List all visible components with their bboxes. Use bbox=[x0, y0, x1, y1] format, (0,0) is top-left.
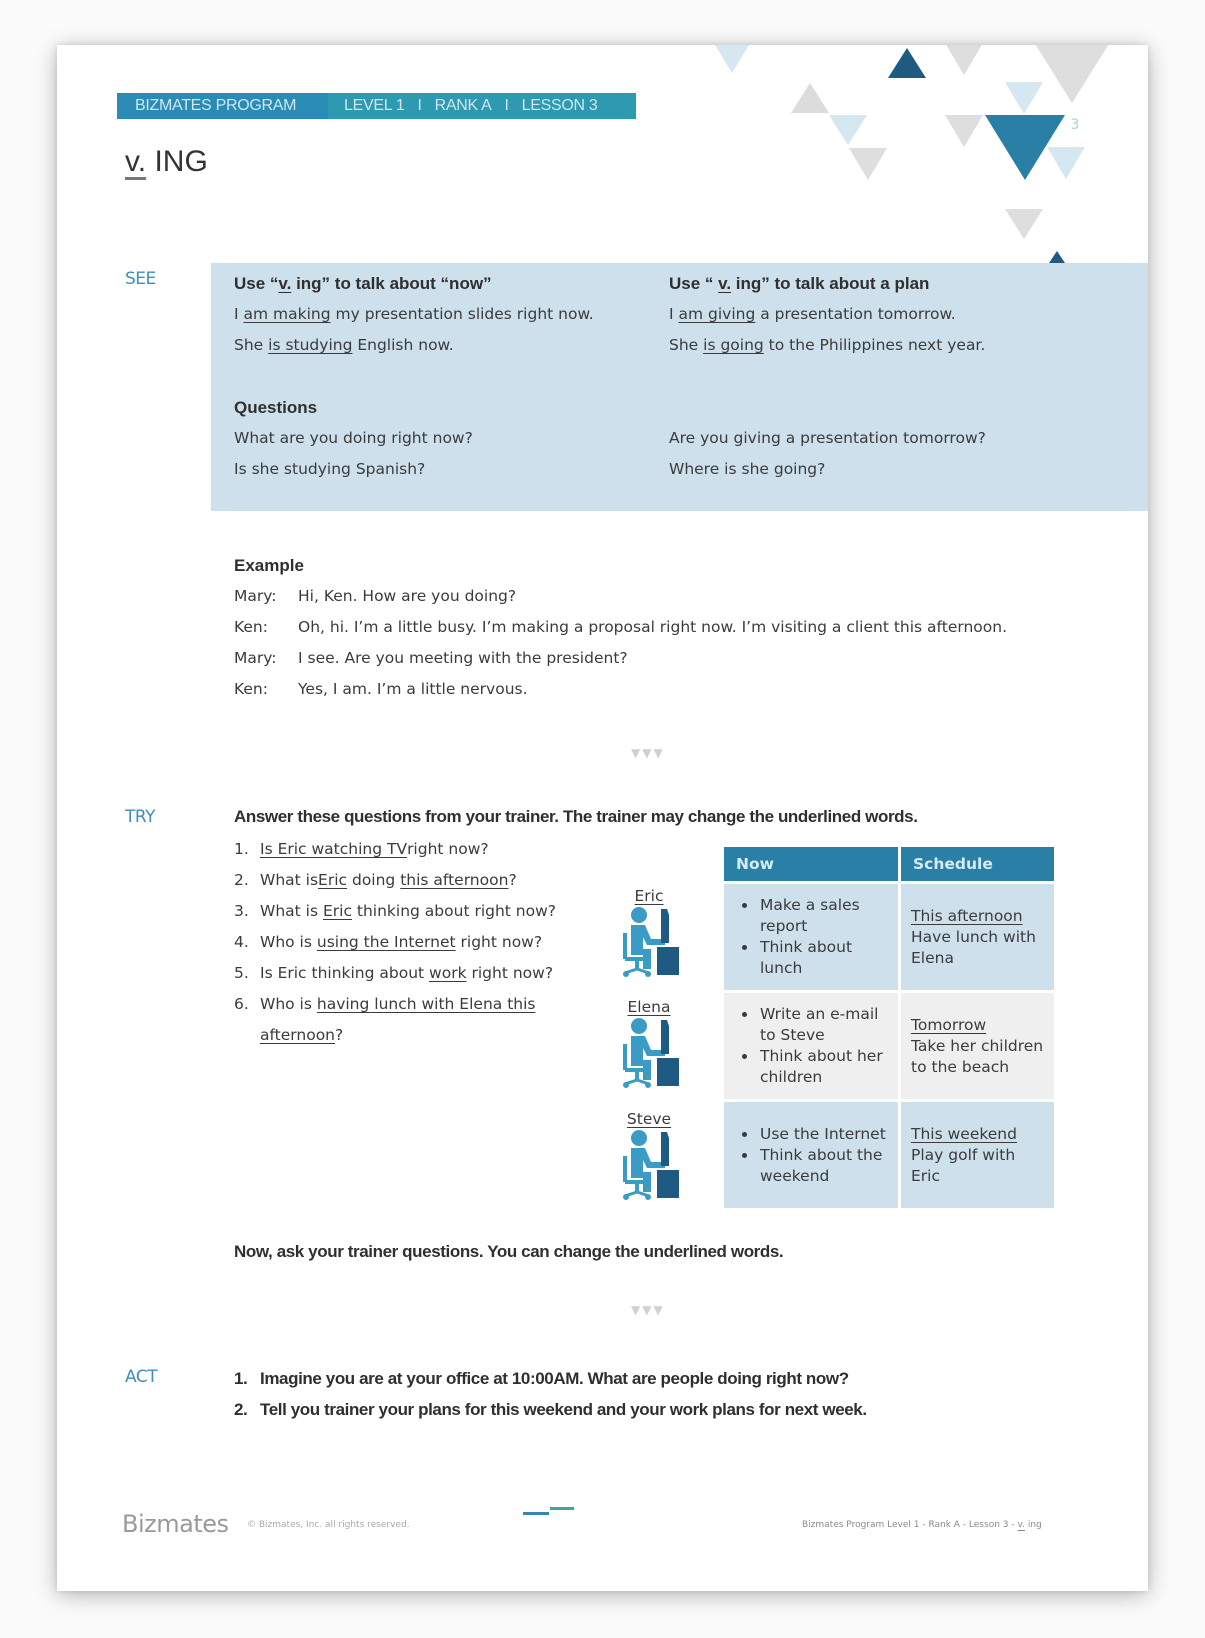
title-suffix: ING bbox=[146, 145, 208, 178]
schedule-table bbox=[721, 844, 1057, 1211]
question-left-1: What are you doing right now? bbox=[234, 429, 473, 447]
follow-up-instruction: Now, ask your trainer questions. You can change the underlined words. bbox=[234, 1242, 784, 1261]
bizmates-logo: Bizmates bbox=[122, 1510, 229, 1538]
now-cell: • Use the Internet • Think about the weekend bbox=[724, 1102, 898, 1208]
act-item: 2. Tell you trainer your plans for this weekend and your work plans for next week. bbox=[234, 1400, 867, 1419]
schedule-cell: This afternoon Have lunch with Elena bbox=[901, 884, 1054, 990]
now-cell: • Make a sales report • Think about lunch bbox=[724, 884, 898, 990]
dialogue-line: Ken: Yes, I am. I’m a little nervous. bbox=[234, 680, 528, 698]
page-title bbox=[125, 145, 208, 179]
program-banner bbox=[117, 93, 636, 119]
question-item: 6. Who is having lunch with Elena this bbox=[234, 995, 536, 1013]
now-cell: • Write an e-mail to Steve • Think about her children bbox=[724, 993, 898, 1099]
page-number: 3 bbox=[1070, 117, 1080, 133]
plan-example-1: I am giving a presentation tomorrow. bbox=[669, 305, 956, 323]
separator: I bbox=[504, 97, 509, 114]
table-header-row bbox=[724, 847, 1054, 881]
person-elena bbox=[609, 998, 689, 1092]
column-header-now: Now bbox=[724, 847, 898, 881]
program-label: BIZMATES PROGRAM bbox=[117, 93, 328, 119]
office-worker-icon bbox=[617, 1128, 681, 1200]
now-example-1: I am making my presentation slides right now. bbox=[234, 305, 594, 323]
lesson-label: LESSON 3 bbox=[521, 97, 598, 114]
question-item: 5. Is Eric thinking about work right now? bbox=[234, 964, 554, 982]
column-header-schedule: Schedule bbox=[901, 847, 1054, 881]
separator: I bbox=[417, 97, 422, 114]
section-label-try: TRY bbox=[125, 807, 155, 827]
example-dialogue bbox=[234, 550, 1007, 705]
question-item: 1. Is Eric watching TV right now? bbox=[234, 840, 489, 858]
questions-heading: Questions bbox=[234, 398, 318, 417]
dialogue-line: Mary: I see. Are you meeting with the president? bbox=[234, 649, 628, 667]
footer-accent-mark bbox=[523, 1512, 549, 1515]
now-heading: Use “v. ing” to talk about “now” bbox=[234, 274, 492, 293]
section-label-see: SEE bbox=[125, 269, 156, 289]
office-worker-icon bbox=[617, 1016, 681, 1088]
table-row bbox=[724, 993, 1054, 1099]
question-item-continued: afternoon ? bbox=[260, 1026, 344, 1044]
lesson-breadcrumb bbox=[328, 93, 636, 119]
level-label: LEVEL 1 bbox=[344, 97, 405, 114]
person-name: Eric bbox=[634, 887, 664, 905]
act-item: 1. Imagine you are at your office at 10:00AM. What are people doing right now? bbox=[234, 1369, 849, 1388]
person-name: Elena bbox=[627, 998, 671, 1016]
person-eric bbox=[609, 887, 689, 981]
plan-example-2: She is going to the Philippines next year. bbox=[669, 336, 986, 354]
schedule-cell: This weekend Play golf with Eric bbox=[901, 1102, 1054, 1208]
footer-accent-mark bbox=[550, 1507, 574, 1510]
question-item: 4. Who is using the Internet right now? bbox=[234, 933, 543, 951]
now-usage-column bbox=[234, 268, 594, 485]
section-divider-icon: ▼▼▼ bbox=[631, 1303, 665, 1317]
schedule-cell: Tomorrow Take her children to the beach bbox=[901, 993, 1054, 1099]
copyright-text: © Bizmates, Inc. all rights reserved. bbox=[247, 1520, 410, 1530]
rank-label: RANK A bbox=[434, 97, 492, 114]
lesson-page bbox=[57, 45, 1148, 1591]
question-item: 3. What is Eric thinking about right now? bbox=[234, 902, 557, 920]
question-right-1: Are you giving a presentation tomorrow? bbox=[669, 429, 986, 447]
title-verb: v. bbox=[125, 145, 147, 178]
plan-usage-column bbox=[669, 268, 986, 485]
plan-heading: Use “ v. ing” to talk about a plan bbox=[669, 274, 930, 293]
person-name: Steve bbox=[626, 1110, 672, 1128]
question-item: 2. What is Eric doing this afternoon ? bbox=[234, 871, 517, 889]
question-left-2: Is she studying Spanish? bbox=[234, 460, 426, 478]
dialogue-line: Ken: Oh, hi. I’m a little busy. I’m making a proposal right now. I’m visiting a client this afternoon. bbox=[234, 618, 1007, 636]
example-heading: Example bbox=[234, 556, 304, 575]
now-example-2: She is studying English now. bbox=[234, 336, 454, 354]
question-right-2: Where is she going? bbox=[669, 460, 826, 478]
question-list bbox=[234, 834, 556, 1051]
section-label-act: ACT bbox=[125, 1367, 158, 1387]
footer-lesson-ref: Bizmates Program Level 1 - Rank A - Lesson 3 - v. ing bbox=[802, 1520, 1042, 1530]
try-instruction: Answer these questions from your trainer. The trainer may change the underlined words. bbox=[234, 807, 918, 826]
office-worker-icon bbox=[617, 905, 681, 977]
section-divider-icon: ▼▼▼ bbox=[631, 746, 665, 760]
table-row bbox=[724, 1102, 1054, 1208]
table-row bbox=[724, 884, 1054, 990]
person-steve bbox=[609, 1110, 689, 1204]
see-panel bbox=[211, 263, 1148, 511]
dialogue-line: Mary: Hi, Ken. How are you doing? bbox=[234, 587, 517, 605]
act-list bbox=[234, 1363, 867, 1425]
